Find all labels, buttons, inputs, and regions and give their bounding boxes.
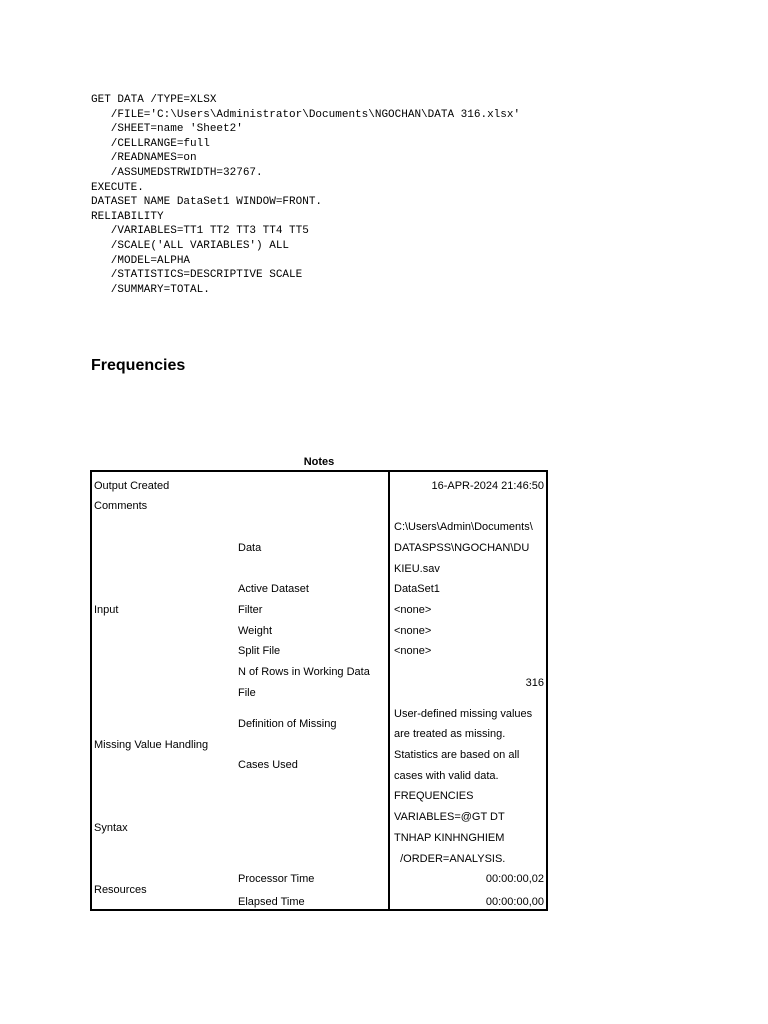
definition-of-missing-label: Definition of Missing	[238, 718, 337, 730]
notes-table-title: Notes	[303, 456, 335, 468]
syntax-line: /MODEL=ALPHA	[91, 254, 191, 267]
syntax-line: GET DATA /TYPE=XLSX	[91, 94, 217, 106]
cases-used-label: Cases Used	[238, 759, 298, 771]
weight-label: Weight	[238, 625, 273, 637]
split-file-label: Split File	[238, 645, 281, 657]
syntax-line: /ASSUMEDSTRWIDTH=32767.	[91, 166, 263, 179]
syntax-line: /SCALE('ALL VARIABLES') ALL	[91, 239, 290, 252]
syntax-block	[91, 93, 520, 297]
cases-used-value-line: cases with valid data.	[394, 770, 499, 782]
active-dataset-value: DataSet1	[394, 583, 440, 595]
filter-label: Filter	[238, 604, 263, 616]
output-created-label: Output Created	[94, 480, 170, 492]
filter-value: <none>	[394, 604, 432, 616]
cases-used-value-line: Statistics are based on all	[394, 749, 520, 761]
processor-time-value: 00:00:00,02	[485, 873, 544, 885]
missing-value-handling-label: Missing Value Handling	[94, 739, 209, 751]
syntax-line: /READNAMES=on	[91, 152, 197, 165]
elapsed-time-label: Elapsed Time	[238, 896, 305, 908]
processor-time-label: Processor Time	[238, 873, 315, 885]
syntax-line: /FILE='C:\Users\Administrator\Documents\NGOCHAN\DATA 316.xlsx'	[91, 108, 521, 121]
definition-of-missing-value-line: User-defined missing values	[394, 708, 533, 720]
data-value-line: C:\Users\Admin\Documents\	[394, 521, 533, 533]
split-file-value: <none>	[394, 645, 432, 657]
table-divider	[388, 470, 390, 911]
syntax-line: /SHEET=name 'Sheet2'	[91, 123, 243, 136]
weight-value: <none>	[394, 625, 432, 637]
active-dataset-label: Active Dataset	[238, 583, 309, 595]
input-label: Input	[94, 604, 119, 616]
syntax-label: Syntax	[94, 822, 128, 834]
syntax-value-line: VARIABLES=@GT DT	[394, 811, 505, 823]
elapsed-time-value: 00:00:00,00	[485, 896, 544, 908]
syntax-line: /VARIABLES=TT1 TT2 TT3 TT4 TT5	[91, 225, 309, 238]
data-value-line: KIEU.sav	[394, 563, 440, 575]
n-rows-label-line: File	[238, 687, 256, 699]
syntax-line: DATASET NAME DataSet1 WINDOW=FRONT.	[91, 196, 323, 209]
syntax-line: EXECUTE.	[91, 181, 144, 194]
syntax-value-line: TNHAP KINHNGHIEM	[394, 832, 505, 844]
resources-label: Resources	[94, 884, 147, 896]
syntax-line: /CELLRANGE=full	[91, 137, 210, 150]
syntax-line: /SUMMARY=TOTAL.	[91, 283, 210, 296]
data-label: Data	[238, 542, 262, 554]
n-rows-label-line: N of Rows in Working Data	[238, 666, 370, 678]
syntax-line: RELIABILITY	[91, 210, 164, 223]
page-title: Frequencies	[91, 357, 186, 374]
output-created-value: 16-APR-2024 21:46:50	[431, 480, 544, 492]
data-value-line: DATASPSS\NGOCHAN\DU	[394, 542, 530, 554]
comments-label: Comments	[94, 500, 148, 512]
syntax-value-line: /ORDER=ANALYSIS.	[394, 853, 506, 865]
syntax-value-line: FREQUENCIES	[394, 790, 474, 802]
n-rows-value: 316	[525, 677, 544, 689]
syntax-line: /STATISTICS=DESCRIPTIVE SCALE	[91, 269, 303, 282]
definition-of-missing-value-line: are treated as missing.	[394, 728, 506, 740]
